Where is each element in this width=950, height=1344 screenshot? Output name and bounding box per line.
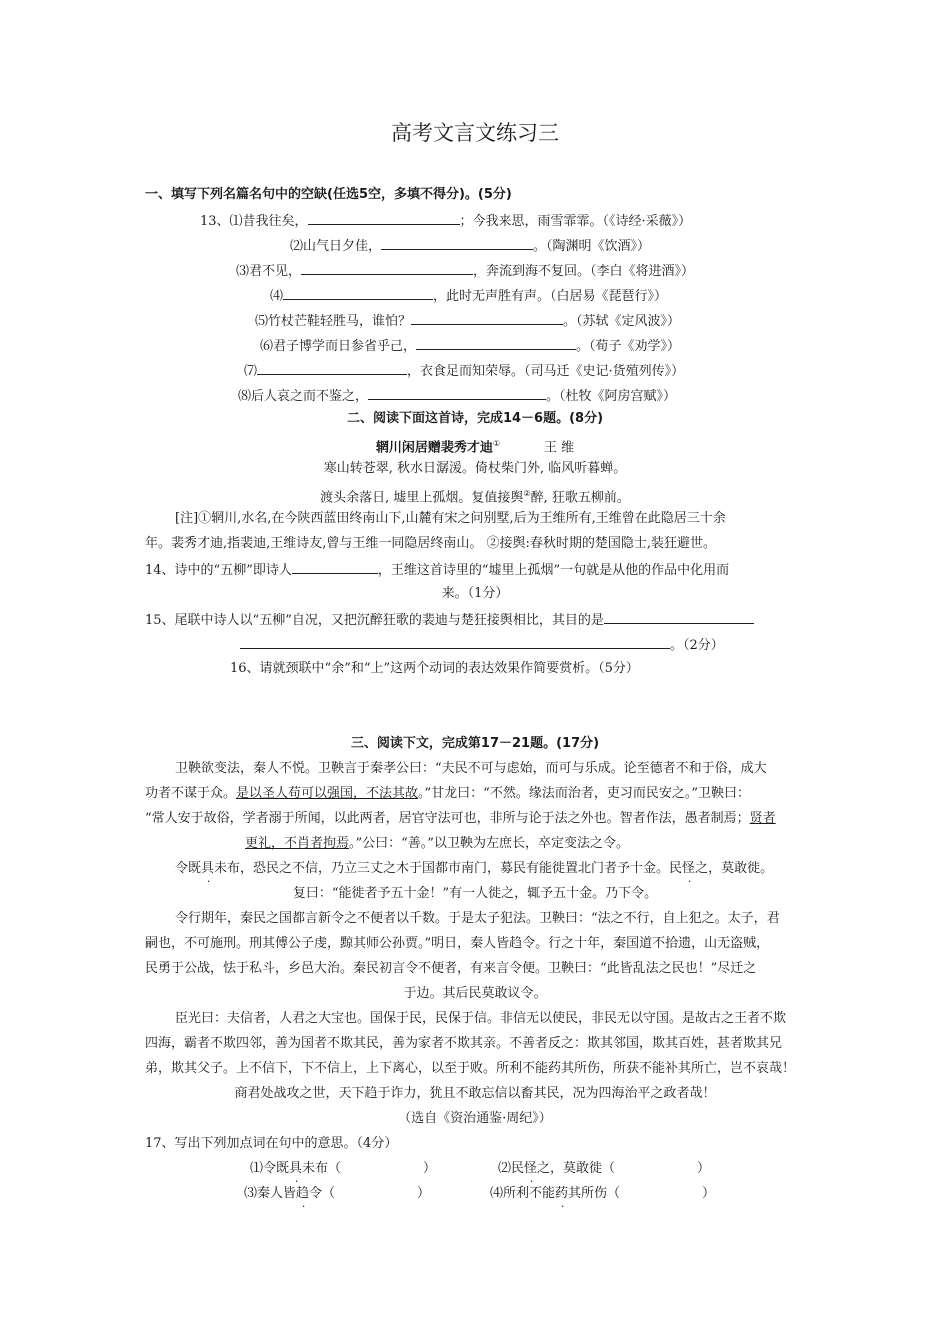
passage-p1-line1: 卫鞅欲变法，秦人不悦。卫鞅言于秦孝公曰：“夫民不可与虑始，而可与乐成。论至德者不和于俗，成大 [175, 761, 767, 776]
dotted-word-ju: 具 [201, 861, 215, 876]
passage-p2-line1: 令既具未布，恐民之不信，乃立三丈之木于国都市南门，募民有能徙置北门者予十金。民怪之，莫敢徙。 [175, 861, 774, 876]
question-13-7: ⑺ ，衣食足而知荣辱。（司马迁《史记·货殖列传》） [244, 361, 684, 381]
answer-blank[interactable] [411, 311, 563, 325]
answer-blank[interactable] [604, 610, 754, 624]
question-17: 17、写出下列加点词在句中的意思。（4分） [145, 1136, 398, 1151]
underlined-sentence-1: 是以圣人苟可以强国，不法其故 [236, 786, 419, 801]
poem-note-1: [注]①辋川,水名,在今陕西蓝田终南山下,山麓有宋之问别墅,后为王维所有,王维曾在此隐居三十余 [175, 511, 726, 526]
passage-p3-line2: 嗣也，不可施刑。刑其傅公子虔，黥其师公孙贾。”明日，秦人皆趋令。行之十年，秦国道不拾遗，山无盗贼， [145, 936, 770, 951]
poem-note-2: 年。裴秀才迪,指裴迪,王维诗友,曾与王维一同隐居终南山。 ②接舆:春秋时期的楚国隐士,装狂避世。 [145, 536, 717, 551]
question-17-item-3: ⑶秦人皆趋令（ ） [244, 1186, 431, 1201]
question-16: 16、请就颈联中“余”和“上”这两个动词的表达效果作简要赏析。（5分） [230, 661, 639, 676]
passage-p3-line4: 于边。其后民莫敢议令。 [403, 986, 547, 1001]
page-title: 高考文言文练习三 [391, 121, 559, 145]
section1-heading: 一、填写下列名篇名句中的空缺(任选5空，多填不得分)。(5分) [145, 187, 512, 202]
answer-blank[interactable] [283, 286, 433, 300]
poem-line-1: 寒山转苍翠, 秋水日潺湲。倚杖柴门外, 临风听暮蝉。 [323, 461, 627, 476]
answer-blank[interactable] [301, 261, 473, 275]
passage-p4-line2: 四海，霸者不欺四邻，善为国者不欺其民，善为家者不欺其亲。不善者反之：欺其邻国，欺其百姓，甚者欺其兄 [145, 1036, 783, 1051]
question-13-1: 13、⑴昔我往矣， ；今我来思，雨雪霏霏。（《诗经·采薇》） [200, 211, 691, 231]
question-17-item-1: ⑴令既具未布（ ） [250, 1161, 437, 1176]
dotted-word-guai: 怪 [524, 1161, 538, 1176]
section3-heading: 三、阅读下文，完成第17－21题。(17分) [350, 736, 600, 751]
question-15: 15、尾联中诗人以“五柳”自况，又把沉醉狂歌的裴迪与楚狂接舆相比，其目的是 [145, 610, 754, 630]
passage-p3-line3: 民勇于公战，怯于私斗，乡邑大治。秦民初言令不便者，有来言令便。卫鞅曰：“此皆乱法之民也！”尽迁之 [145, 961, 757, 976]
poem-line-2: 渡头余落日, 墟里上孤烟。复值接舆②醉, 狂歌五柳前。 [320, 489, 630, 506]
dotted-word-qu: 趋 [296, 1186, 310, 1201]
question-14: 14、诗中的“五柳”即诗人 ，王维这首诗里的“墟里上孤烟”一句就是从他的作品中化用而 [145, 560, 729, 580]
dotted-word-ju: 具 [289, 1161, 303, 1176]
poem-title: 辋川闲居赠裴秀才迪 [375, 440, 493, 456]
passage-p4-line4: 商君处战攻之世，天下趋于诈力，犹且不敢忘信以畜其民，况为四海治平之政者哉！ [234, 1086, 716, 1101]
passage-p3-line1: 令行期年，秦民之国都言新令之不便者以千数。于是太子犯法。卫鞅曰：“法之不行，自上犯之。太子，君 [175, 911, 780, 926]
question-13-4: ⑷ ，此时无声胜有声。（白居易《琵琶行》） [270, 286, 667, 306]
passage-p1-line3: “常人安于故俗，学者溺于所闻，以此两者，居官守法可也，非所与论于法之外也。智者作法，愚者制焉；贤者 [145, 811, 776, 826]
passage-p1-line4: 更礼，不肖者拘焉。”公曰：“善。”以卫鞅为左庶长，卒定变法之令。 [245, 836, 629, 851]
answer-blank[interactable] [416, 336, 576, 350]
passage-p4-line1: 臣光曰：夫信者，人君之大宝也。国保于民，民保于信。非信无以使民，非民无以守国。是故古之王者不欺 [175, 1011, 787, 1026]
poem-author: 王 维 [544, 440, 575, 456]
dotted-word-guai: 怪 [682, 861, 696, 876]
poem-heading: 辋川闲居赠裴秀才迪① 王 维 [375, 439, 575, 456]
question-13-6: ⑹君子博学而日参省乎己， 。（荀子《劝学》） [260, 336, 680, 356]
question-13-8: ⑻后人哀之而不鉴之， 。（杜牧《阿房宫赋》） [238, 386, 676, 406]
passage-p4-line3: 弟，欺其父子。上不信下，下不信上，上下离心，以至于败。所利不能药其所伤，所获不能补其所亡，岂不哀哉！ [145, 1061, 796, 1076]
underlined-sentence-2-cont: 更礼，不肖者拘焉 [245, 836, 350, 851]
passage-p1-line2: 功者不谋于众。是以圣人苟可以强国，不法其故。”甘龙曰：“不然。缘法而治者，吏习而民安之。”卫鞅曰： [145, 786, 750, 801]
question-15-cont: 。（2分） [240, 635, 724, 655]
section2-heading: 二、阅读下面这首诗，完成14－6题。(8分) [346, 411, 604, 426]
passage-source: （选自《资治通鉴·周纪》） [398, 1111, 552, 1126]
answer-blank[interactable] [240, 635, 670, 649]
answer-blank[interactable] [257, 361, 407, 375]
question-17-item-4: ⑷所利不能药其所伤（ ） [490, 1186, 716, 1201]
answer-blank[interactable] [381, 236, 533, 250]
dotted-word-yao: 药 [555, 1186, 569, 1201]
answer-blank[interactable] [292, 560, 378, 574]
question-13-3: ⑶君不见， ，奔流到海不复回。（李白《将进酒》） [236, 261, 694, 281]
question-13-2: ⑵山气日夕佳， 。（陶渊明《饮酒》） [290, 236, 650, 256]
question-17-item-2: ⑵民怪之，莫敢徙（ ） [498, 1161, 711, 1176]
question-13-5: ⑸竹杖芒鞋轻胜马，谁怕？ 。（苏轼《定风波》） [255, 311, 680, 331]
passage-p2-line2: 复曰：“能徙者予五十金！”有一人徙之，辄予五十金。乃下令。 [292, 886, 658, 901]
answer-blank[interactable] [308, 211, 460, 225]
question-14-score: 来。（1分） [441, 586, 509, 601]
underlined-sentence-2: 贤者 [749, 811, 776, 826]
answer-blank[interactable] [368, 386, 546, 400]
